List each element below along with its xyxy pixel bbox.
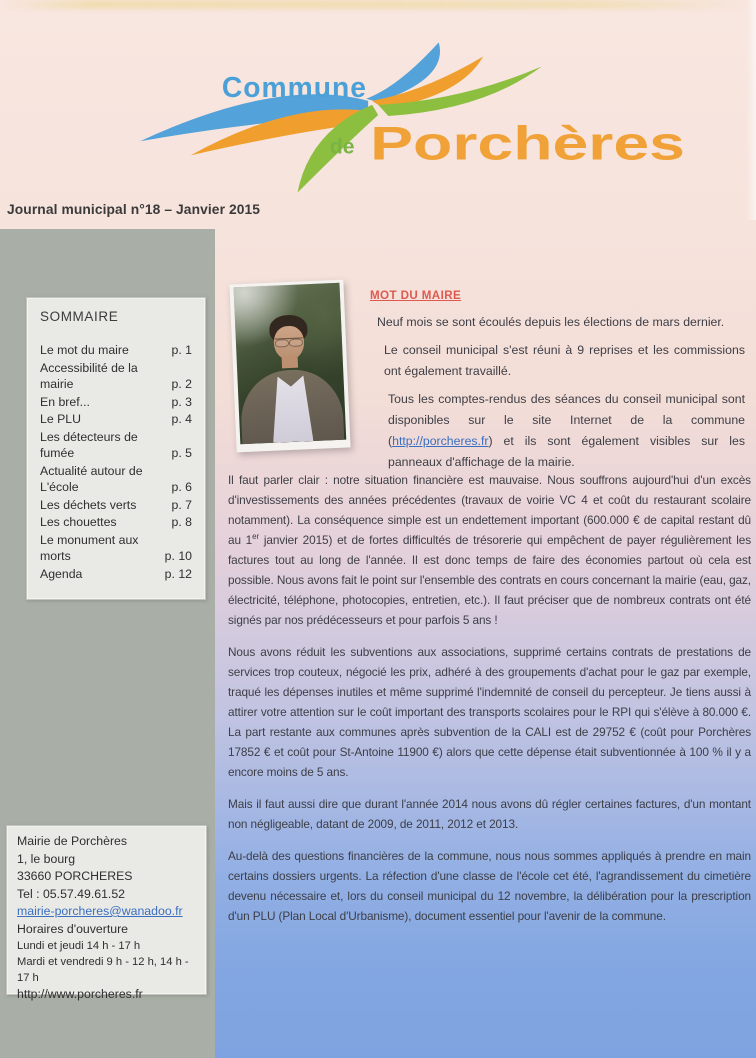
sidebar-item-detecteurs: Les détecteurs de fumée p. 5 bbox=[40, 429, 192, 460]
superscript-er: er bbox=[252, 532, 260, 542]
sidebar-item-dechets-verts: Les déchets verts p. 7 bbox=[40, 497, 192, 512]
commune-porcheres-logo bbox=[128, 34, 693, 206]
intro-paragraph-2: Le conseil municipal s'est réuni à 9 reprises et les commissions ont également travaillé. bbox=[384, 343, 745, 378]
body-paragraph-3: Mais il faut aussi dire que durant l'année 2014 nous avons dû régler certaines factures, d'un montant non négligeable, datant de 2009, de 2011, 2012 et 2013. bbox=[228, 797, 751, 831]
sidebar-item-agenda: Agenda p. 12 bbox=[40, 566, 192, 581]
mayor-portrait bbox=[234, 283, 347, 444]
body-paragraph-2: Nous avons réduit les subventions aux associations, supprimé certains contrats de prestations de services trop couteux, négocié les prix, adhéré à des groupements d'achat pour le gaz par exemple, traqué les dépenses inutiles et même supprimé l'indemnité de conseil du percepteur. Je tiens aussi à attirer votre attention sur le coût important des transports scolaires pour le RPI qui s'élève à 80.000 €. La part restante aux communes après subvention de la CALI est de 29752 € (coût pour Porchères 17852 € et coût pour St-Antoine 11900 €) alors que cette dépense était subventionnée à 100 % il y a encore moins de 5 ans. bbox=[228, 645, 751, 779]
intro-column bbox=[377, 312, 745, 480]
toc-page-number: p. 10 bbox=[164, 549, 192, 563]
portrait-glasses bbox=[274, 337, 303, 348]
hours-line-1: Lundi et jeudi 14 h - 17 h bbox=[17, 940, 141, 952]
sidebar-item-plu: Le PLU p. 4 bbox=[40, 412, 192, 426]
toc-page-number: p. 7 bbox=[171, 497, 192, 512]
mayor-photo bbox=[229, 280, 350, 453]
sidebar-item-monument: Le monument aux morts p. 10 bbox=[40, 532, 192, 563]
toc-page-number: p. 12 bbox=[164, 566, 192, 581]
logo-word-porcheres: Porchères bbox=[370, 117, 685, 171]
portrait-neck bbox=[281, 355, 298, 368]
intro-paragraph-3: Tous les comptes-rendus des séances du conseil municipal sont disponibles sur le site Internet de la commune (http://porcheres.fr) et ils sont également visibles sur les panneaux d'affichage de la mairie. bbox=[388, 392, 745, 469]
contact-city: 33660 PORCHERES bbox=[17, 869, 133, 883]
sommaire-title: SOMMAIRE bbox=[40, 309, 119, 324]
scan-artifact-edge bbox=[746, 0, 756, 220]
logo-word-commune: Commune bbox=[221, 70, 368, 103]
section-title-mot-du-maire: MOT DU MAIRE bbox=[370, 289, 462, 302]
issue-title: Journal municipal n°18 – Janvier 2015 bbox=[7, 202, 261, 217]
porcheres-site-link[interactable]: http://porcheres.fr bbox=[392, 434, 489, 448]
body-paragraph-4: Au-delà des questions financières de la commune, nous nous sommes appliqués à prendre en main certains dossiers urgents. La réfection d'une classe de l'école cet été, l'agrandissement du cimetière devenu nécessaire et, lors du conseil municipal du 12 novembre, la délibération pour la prescription d'un PLU (Plan Local d'Urbanisme), document essentiel pour l'avenir de la commune. bbox=[228, 849, 751, 923]
body-column bbox=[228, 470, 751, 938]
email-link[interactable]: mairie-porcheres@wanadoo.fr bbox=[17, 904, 183, 918]
contact-name: Mairie de Porchères bbox=[17, 834, 128, 848]
intro-paragraph-1: Neuf mois se sont écoulés depuis les élections de mars dernier. bbox=[377, 315, 725, 329]
sidebar-item-mot-du-maire: Le mot du maire p. 1 bbox=[40, 343, 192, 357]
toc-page-number: p. 4 bbox=[171, 412, 192, 426]
hours-title: Horaires d'ouverture bbox=[17, 921, 129, 936]
scan-artifact-streak bbox=[0, 0, 756, 9]
hours-line-2: Mardi et vendredi 9 h - 12 h, 14 h - 17 h bbox=[17, 956, 189, 984]
sidebar-item-accessibilite: Accessibilité de la mairie p. 2 bbox=[40, 360, 192, 391]
toc-page-number: p. 6 bbox=[171, 480, 192, 494]
toc-page-number: p. 2 bbox=[171, 377, 192, 391]
contact-phone: Tel : 05.57.49.61.52 bbox=[17, 886, 126, 901]
toc-page-number: p. 3 bbox=[171, 394, 192, 409]
sidebar-item-ecole: Actualité autour de L'école p. 6 bbox=[40, 463, 192, 494]
website-url: http://www.porcheres.fr bbox=[17, 987, 143, 1001]
sommaire-panel bbox=[26, 297, 206, 600]
sidebar-item-en-bref: En bref... p. 3 bbox=[40, 394, 192, 409]
contact-street: 1, le bourg bbox=[17, 851, 76, 866]
logo-word-de: de bbox=[329, 135, 355, 159]
sidebar-item-chouettes: Les chouettes p. 8 bbox=[40, 515, 192, 529]
contact-panel bbox=[6, 825, 207, 1001]
toc-page-number: p. 5 bbox=[171, 446, 192, 460]
toc-page-number: p. 1 bbox=[171, 343, 192, 357]
toc-page-number: p. 8 bbox=[171, 515, 192, 529]
body-paragraph-1: Il faut parler clair : notre situation financière est mauvaise. Nous souffrons aujourd'hui d'un excès d'investissements des années précédentes (travaux de voirie VC 4 et coût du restaurant scolaire notamment). La conséquence simple est un endettement important (600.000 € de capital restant dû au 1er janvier 2015) et de fortes difficultés de trésorerie qui empêchent de payer régulièrement les factures tout au long de l'année. Il est donc temps de faire des économies partout où cela est possible. Nous avons fait le point sur l'ensemble des contrats en cours concernant la mairie (eau, gaz, électricité, téléphone, photocopies, entretien, etc.). Il faut préciser que de nombreux contrats ont été signés par nos prédécesseurs et pour parfois 5 ans ! bbox=[228, 473, 752, 627]
